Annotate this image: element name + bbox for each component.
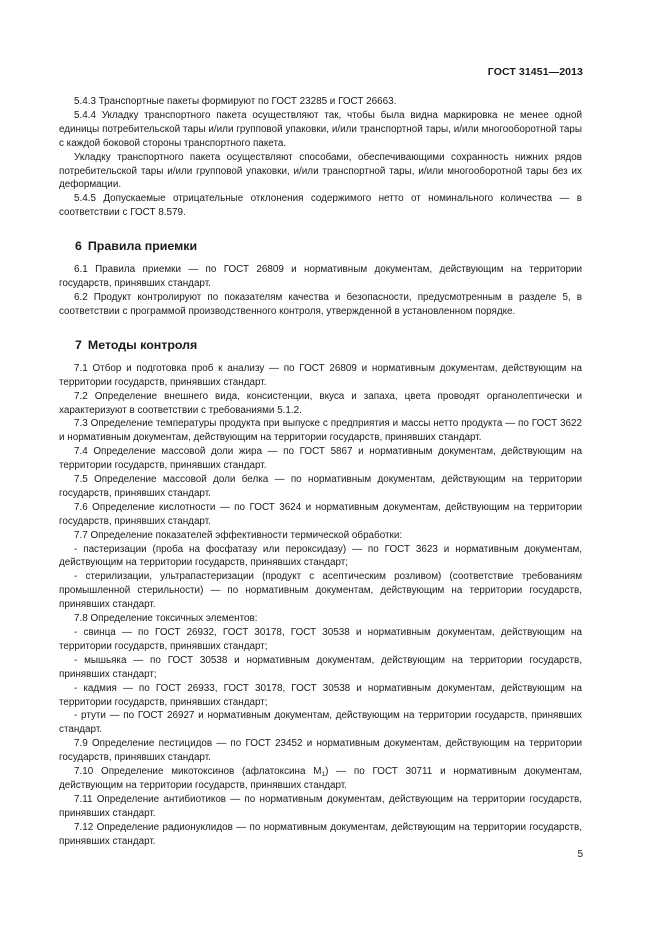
paragraph: 7.8 Определение токсичных элементов: — [74, 613, 258, 625]
paragraph: 7.7 Определение показателей эффективности термической обработки: — [74, 529, 403, 541]
paragraph: 6.1 Правила приемки — по ГОСТ 26809 и нормативным документам, действующим на территории государств, принявших стандарт. — [59, 264, 582, 290]
paragraph: 7.9 Определение пестицидов — по ГОСТ 23452 и нормативным документам, действующим на территории государств, принявших стандарт. — [59, 738, 582, 764]
list-item: - кадмия — по ГОСТ 26933, ГОСТ 30178, ГОСТ 30538 и нормативным документам, действующим на территории государств, принявших стандарт; — [59, 682, 582, 708]
list-item: - свинца — по ГОСТ 26932, ГОСТ 30178, ГОСТ 30538 и нормативным документам, действующим на территории государств, принявших стандарт; — [59, 627, 582, 652]
section-title: Правила приемки — [87, 239, 198, 254]
section-title: Методы контроля — [87, 337, 198, 352]
subscript: 1 — [321, 771, 326, 779]
paragraph: Укладку транспортного пакета осуществляют способами, обеспечивающими сохранность нижних рядов потребительской тары и/или групповой упаковки, и/или транспортной тары, и/или многооборотной тары без их деформации. — [59, 151, 582, 191]
paragraph: 5.4.3 Транспортные пакеты формируют по ГОСТ 23285 и ГОСТ 26663. — [74, 96, 397, 107]
list-item: - ртути — по ГОСТ 26927 и нормативным документам, действующим на территории государств, принявших стандарт. — [59, 710, 582, 736]
section-heading-6 — [59, 239, 582, 254]
paragraph: 7.11 Определение антибиотиков — по нормативным документам, действующим на территории государств, принявших стандарт. — [59, 793, 582, 819]
paragraph: 7.1 Отбор и подготовка проб к анализу — по ГОСТ 26809 и нормативным документам, действующим на территории государств, принявших стандарт. — [59, 362, 582, 388]
paragraph: 5.4.4 Укладку транспортного пакета осуществляют так, чтобы была видна маркировка не менее одной единицы потребительской тары и/или групповой упаковки, и/или транспортной тары, и/или многооборотной тары с каждой боковой стороны транспортного пакета. — [59, 109, 582, 149]
list-item: - стерилизации, ультрапастеризации (продукт с асептическим розливом) (соответствие требованиям промышленной стерильности) — по нормативным документам, действующим на территории государств, принявших стандарт. — [59, 571, 582, 611]
paragraph: 7.6 Определение кислотности — по ГОСТ 3624 и нормативным документам, действующим на территории государств, принявших стандарт. — [59, 501, 582, 527]
list-item: - пастеризации (проба на фосфатазу или пероксидазу) — по ГОСТ 3623 и нормативным документам, действующим на территории государств, принявших стандарт; — [59, 543, 582, 569]
section-number: 7 — [75, 337, 82, 352]
paragraph: 7.3 Определение температуры продукта при выпуске с предприятия и массы нетто продукта — по ГОСТ 3622 и нормативным документам, действующим на территории государств, принявших стандарт. — [59, 418, 582, 444]
paragraph-text: ) — по ГОСТ 30711 и нормативным документам, действующим на территории государств, принявших стандарт. — [59, 766, 582, 791]
standard-designation: ГОСТ 31451—2013 — [487, 66, 583, 78]
paragraph — [59, 765, 582, 793]
paragraph: 5.4.5 Допускаемые отрицательные отклонения содержимого нетто от номинального количества — в соответствии с ГОСТ 8.579. — [59, 193, 582, 219]
paragraph: 7.2 Определение внешнего вида, консистенции, вкуса и запаха, цвета проводят органолептически и характеризуют в соответствии с требованиями 5.1.2. — [59, 390, 582, 416]
paragraph-text: 7.10 Определение микотоксинов (афлатоксина M — [74, 766, 322, 778]
paragraph: 7.4 Определение массовой доли жира — по ГОСТ 5867 и нормативным документам, действующим на территории государств, принявших стандарт. — [59, 446, 582, 472]
paragraph: 6.2 Продукт контролируют по показателям качества и безопасности, предусмотренным в разделе 5, в соответствии с программой производственного контроля, утвержденной в установленном порядке. — [59, 291, 582, 317]
document-body — [59, 95, 582, 849]
paragraph: 7.5 Определение массовой доли белка — по нормативным документам, действующим на территории государств, принявших стандарт. — [59, 474, 582, 499]
paragraph: 7.12 Определение радионуклидов — по нормативным документам, действующим на территории государств, принявших стандарт. — [59, 821, 582, 847]
section-heading-7 — [59, 338, 582, 353]
section-number: 6 — [75, 239, 82, 254]
page-number: 5 — [577, 849, 583, 860]
list-item: - мышьяка — по ГОСТ 30538 и нормативным документам, действующим на территории государств, принявших стандарт; — [59, 654, 582, 680]
